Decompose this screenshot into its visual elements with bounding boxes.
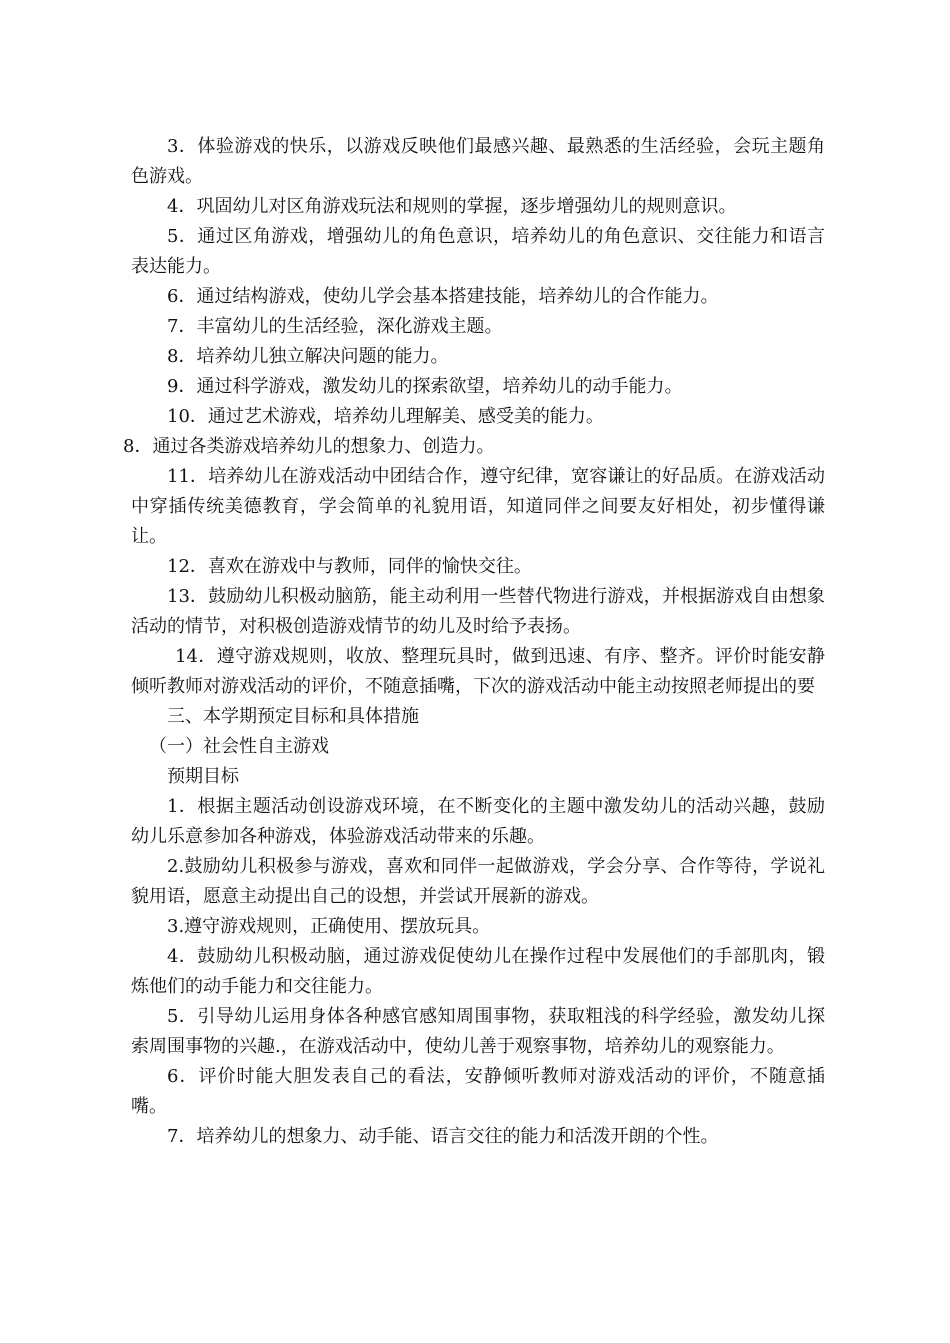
paragraph-expected-1: 1．根据主题活动创设游戏环境，在不断变化的主题中激发幼儿的活动兴趣，鼓励幼儿乐意参加各种游戏，体验游戏活动带来的乐趣。: [131, 796, 825, 847]
paragraph-goal-3: 3．体验游戏的快乐，以游戏反映他们最感兴趣、最熟悉的生活经验，会玩主题角色游戏。: [131, 136, 825, 187]
paragraph-goal-14: 14．遵守游戏规则，收放、整理玩具时，做到迅速、有序、整齐。评价时能安静倾听教师对游戏活动的评价，不随意插嘴，下次的游戏活动中能主动按照老师提出的要: [131, 646, 825, 697]
paragraph-goal-10: 10．通过艺术游戏，培养幼儿理解美、感受美的能力。: [167, 406, 604, 427]
paragraph-goal-7: 7．丰富幼儿的生活经验，深化游戏主题。: [167, 316, 503, 337]
paragraph-expected-6: 6．评价时能大胆发表自己的看法，安静倾听教师对游戏活动的评价，不随意插嘴。: [131, 1066, 825, 1117]
section-heading-3: 三、本学期预定目标和具体措施: [167, 706, 419, 727]
paragraph-goal-4: 4．巩固幼儿对区角游戏玩法和规则的掌握，逐步增强幼儿的规则意识。: [167, 196, 737, 217]
document-body: [123, 132, 825, 1152]
expected-goals-label: 预期目标: [167, 766, 239, 787]
subsection-heading-1: （一）社会性自主游戏: [149, 736, 329, 757]
paragraph-expected-4: 4．鼓励幼儿积极动脑，通过游戏促使幼儿在操作过程中发展他们的手部肌肉，锻炼他们的动手能力和交往能力。: [131, 946, 825, 997]
paragraph-goal-6: 6．通过结构游戏，使幼儿学会基本搭建技能，培养幼儿的合作能力。: [167, 286, 719, 307]
paragraph-goal-11: 11．培养幼儿在游戏活动中团结合作，遵守纪律，宽容谦让的好品质。在游戏活动中穿插传统美德教育，学会简单的礼貌用语，知道同伴之间要友好相处，初步懂得谦让。: [131, 466, 825, 547]
paragraph-expected-3: 3.遵守游戏规则，正确使用、摆放玩具。: [167, 916, 491, 937]
paragraph-goal-13: 13．鼓励幼儿积极动脑筋，能主动利用一些替代物进行游戏，并根据游戏自由想象活动的情节，对积极创造游戏情节的幼儿及时给予表扬。: [131, 586, 825, 637]
paragraph-goal-8: 8．培养幼儿独立解决问题的能力。: [167, 346, 449, 367]
paragraph-expected-7: 7．培养幼儿的想象力、动手能、语言交往的能力和活泼开朗的个性。: [167, 1126, 719, 1147]
paragraph-expected-5: 5．引导幼儿运用身体各种感官感知周围事物，获取粗浅的科学经验，激发幼儿探索周围事物的兴趣.，在游戏活动中，使幼儿善于观察事物，培养幼儿的观察能力。: [131, 1006, 825, 1057]
paragraph-goal-8-extra: 8．通过各类游戏培养幼儿的想象力、创造力。: [123, 436, 495, 457]
paragraph-goal-12: 12．喜欢在游戏中与教师，同伴的愉快交往。: [167, 556, 532, 577]
paragraph-goal-9: 9．通过科学游戏，激发幼儿的探索欲望，培养幼儿的动手能力。: [167, 376, 683, 397]
paragraph-goal-5: 5．通过区角游戏，增强幼儿的角色意识，培养幼儿的角色意识、交往能力和语言表达能力。: [131, 226, 825, 277]
paragraph-expected-2: 2.鼓励幼儿积极参与游戏，喜欢和同伴一起做游戏，学会分享、合作等待，学说礼貌用语，愿意主动提出自己的设想，并尝试开展新的游戏。: [131, 856, 825, 907]
